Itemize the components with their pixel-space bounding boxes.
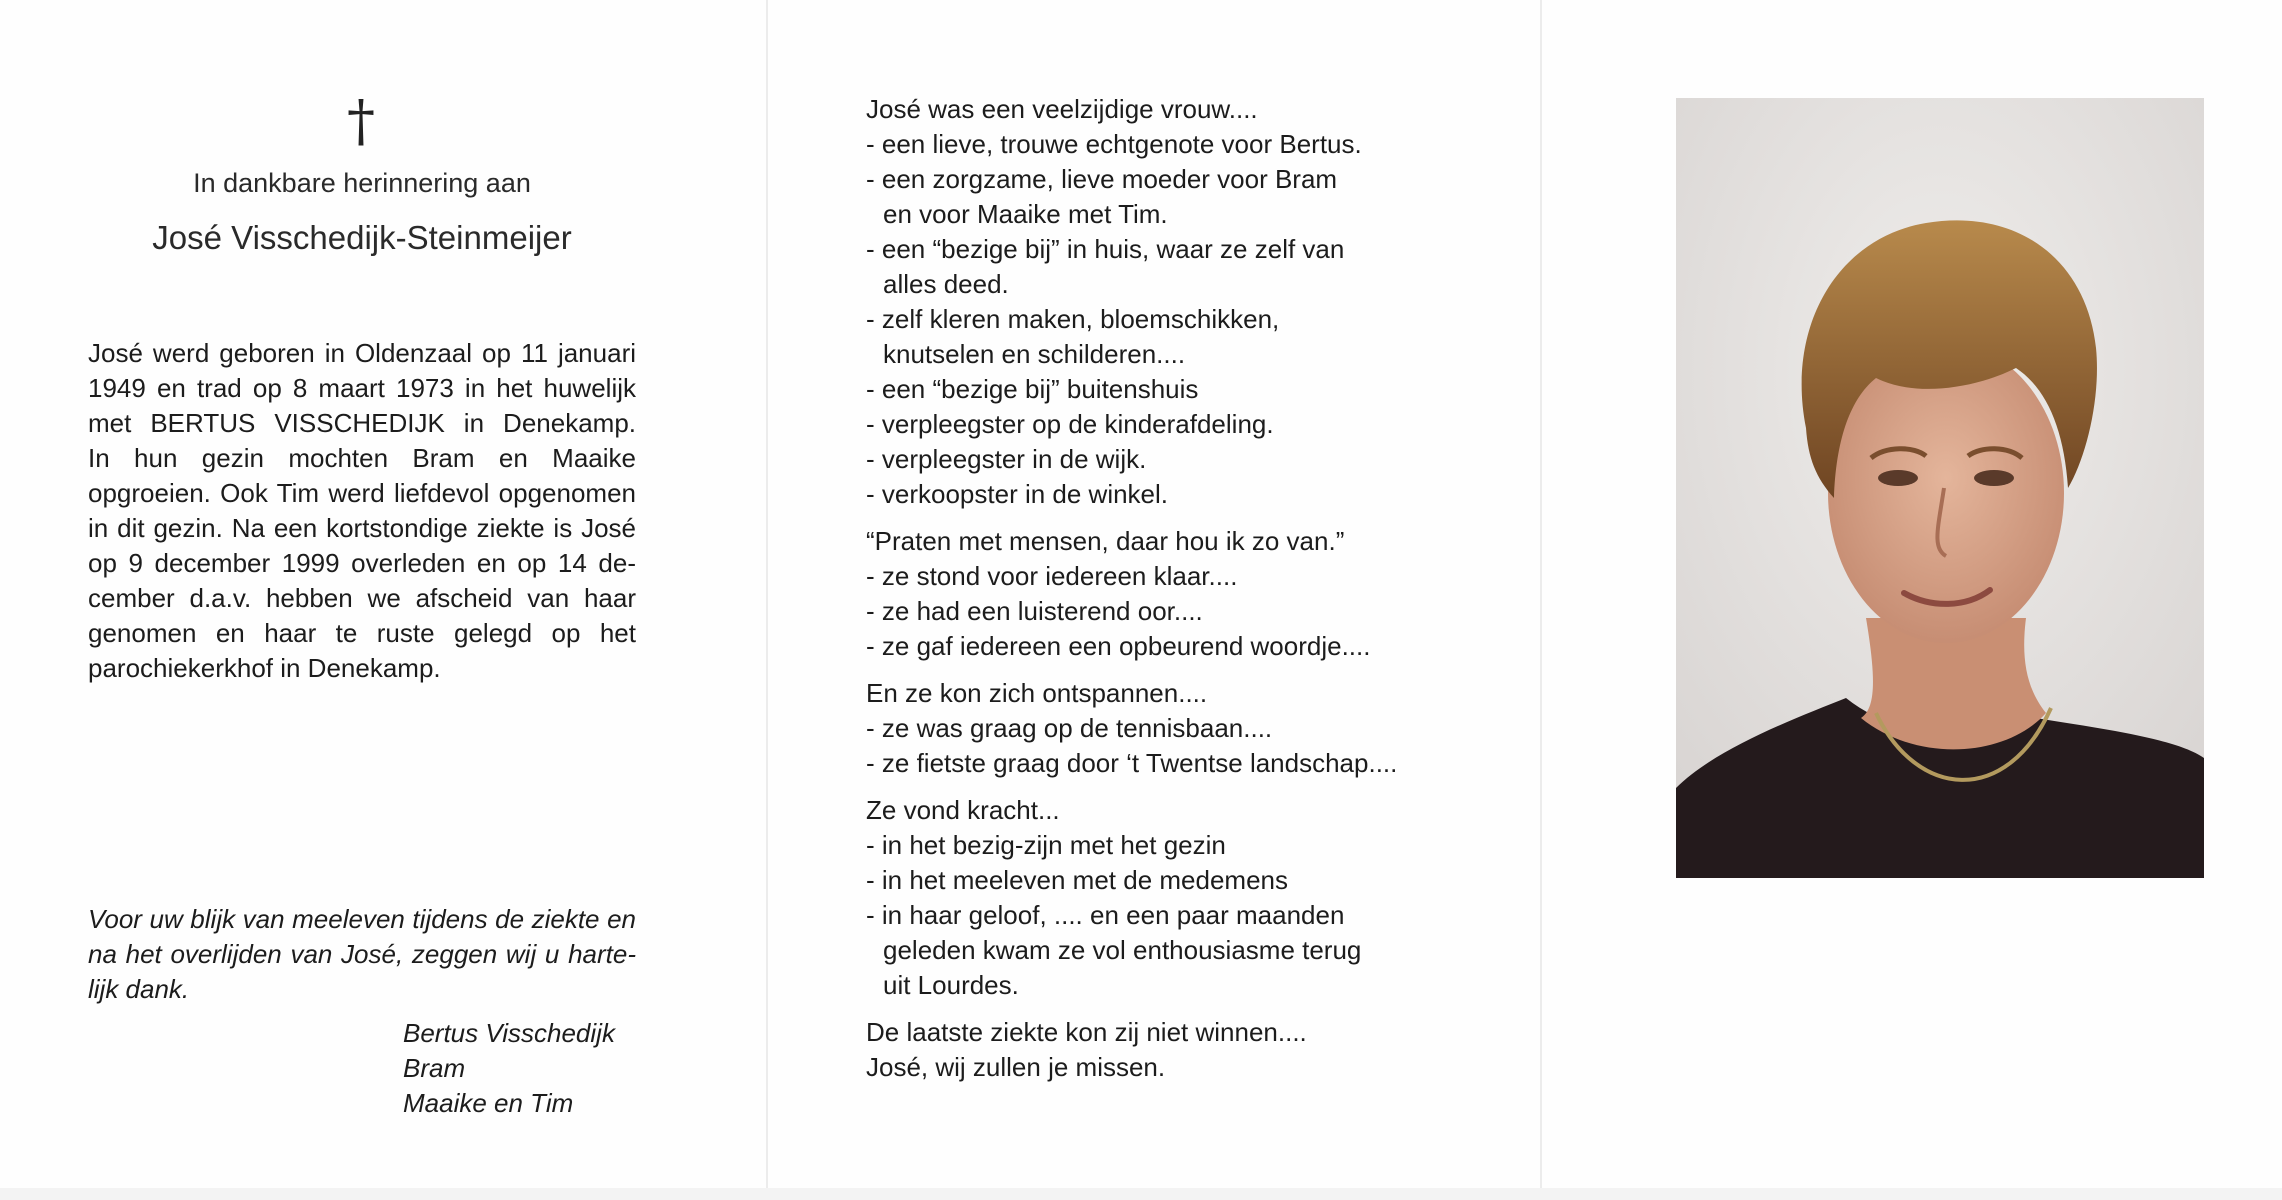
poem-line: - een zorgzame, lieve moeder voor Bram xyxy=(866,164,1338,194)
poem-line: - ze gaf iedereen een opbeurend woordje.... xyxy=(866,631,1371,661)
poem-stanza xyxy=(866,1015,1426,1085)
poem-line: Ze vond kracht... xyxy=(866,795,1060,825)
poem-line: - in het bezig-zijn met het gezin xyxy=(866,830,1226,860)
poem-line: - in het meeleven met de medemens xyxy=(866,865,1288,895)
biography-line: op 9 december 1999 overleden en op 14 de- xyxy=(88,548,636,578)
poem-line: - een “bezige bij” buitenshuis xyxy=(866,374,1199,404)
cross-icon: † xyxy=(347,89,375,154)
poem-line: alles deed. xyxy=(883,269,1009,299)
deceased-name: José Visschedijk-Steinmeijer xyxy=(152,219,572,256)
poem-line: en voor Maaike met Tim. xyxy=(883,199,1168,229)
signature-name: Bram xyxy=(403,1053,466,1083)
poem-line: - in haar geloof, .... en een paar maanden xyxy=(866,900,1345,930)
poem-line: - verpleegster in de wijk. xyxy=(866,444,1147,474)
poem-stanza xyxy=(866,793,1426,1003)
poem-line: - een lieve, trouwe echtgenote voor Bertus. xyxy=(866,129,1362,159)
biography-line: in dit gezin. Na een kortstondige ziekte is José xyxy=(88,513,636,543)
portrait-image xyxy=(1676,98,2204,878)
biography-line: genomen en haar te ruste gelegd op het xyxy=(88,618,636,648)
biography-line: José werd geboren in Oldenzaal op 11 januari xyxy=(88,338,636,368)
poem-line: En ze kon zich ontspannen.... xyxy=(866,678,1208,708)
biography-line: opgroeien. Ook Tim werd liefdevol opgenomen xyxy=(88,478,636,508)
poem-line: José was een veelzijdige vrouw.... xyxy=(866,94,1258,124)
poem-stanza xyxy=(866,676,1426,781)
intro-text: In dankbare herinnering aan xyxy=(193,168,531,198)
poem-line: knutselen en schilderen.... xyxy=(883,339,1186,369)
biography-line: In hun gezin mochten Bram en Maaike xyxy=(88,443,636,473)
poem-line: - ze fietste graag door ‘t Twentse landschap.... xyxy=(866,748,1398,778)
card-edge xyxy=(0,1188,2282,1200)
poem-line: - verpleegster op de kinderafdeling. xyxy=(866,409,1274,439)
fold-line-right xyxy=(1540,0,1542,1200)
poem-line: - ze stond voor iedereen klaar.... xyxy=(866,561,1238,591)
poem-line: - een “bezige bij” in huis, waar ze zelf van xyxy=(866,234,1345,264)
biography xyxy=(88,336,636,686)
poem-line: geleden kwam ze vol enthousiasme terug xyxy=(883,935,1362,965)
signature-name: Bertus Visschedijk xyxy=(403,1018,615,1048)
poem-line: - ze had een luisterend oor.... xyxy=(866,596,1203,626)
thanks-line: Voor uw blijk van meeleven tijdens de ziekte en xyxy=(88,904,636,934)
poem-line: - zelf kleren maken, bloemschikken, xyxy=(866,304,1280,334)
poem-line: De laatste ziekte kon zij niet winnen.... xyxy=(866,1017,1307,1047)
signature-name: Maaike en Tim xyxy=(403,1088,574,1118)
portrait-photo xyxy=(1676,98,2204,878)
poem-stanza xyxy=(866,524,1426,664)
biography-line: cember d.a.v. hebben we afscheid van haar xyxy=(88,583,636,613)
thanks-note xyxy=(88,902,636,1007)
poem-line: “Praten met mensen, daar hou ik zo van.” xyxy=(866,526,1345,556)
biography-line: 1949 en trad op 8 maart 1973 in het huwelijk xyxy=(88,373,636,403)
signatures xyxy=(403,1016,615,1121)
poem-line: - verkoopster in de winkel. xyxy=(866,479,1169,509)
biography-line: met BERTUS VISSCHEDIJK in Denekamp. xyxy=(88,408,636,438)
poem-line: José, wij zullen je missen. xyxy=(866,1052,1166,1082)
thanks-line: na het overlijden van José, zeggen wij u harte- xyxy=(88,939,636,969)
fold-line-left xyxy=(766,0,768,1200)
tribute-poem xyxy=(866,92,1426,1097)
poem-line: uit Lourdes. xyxy=(883,970,1019,1000)
biography-line: parochiekerkhof in Denekamp. xyxy=(88,653,441,683)
thanks-line: lijk dank. xyxy=(88,974,190,1004)
poem-stanza xyxy=(866,92,1426,512)
poem-line: - ze was graag op de tennisbaan.... xyxy=(866,713,1273,743)
